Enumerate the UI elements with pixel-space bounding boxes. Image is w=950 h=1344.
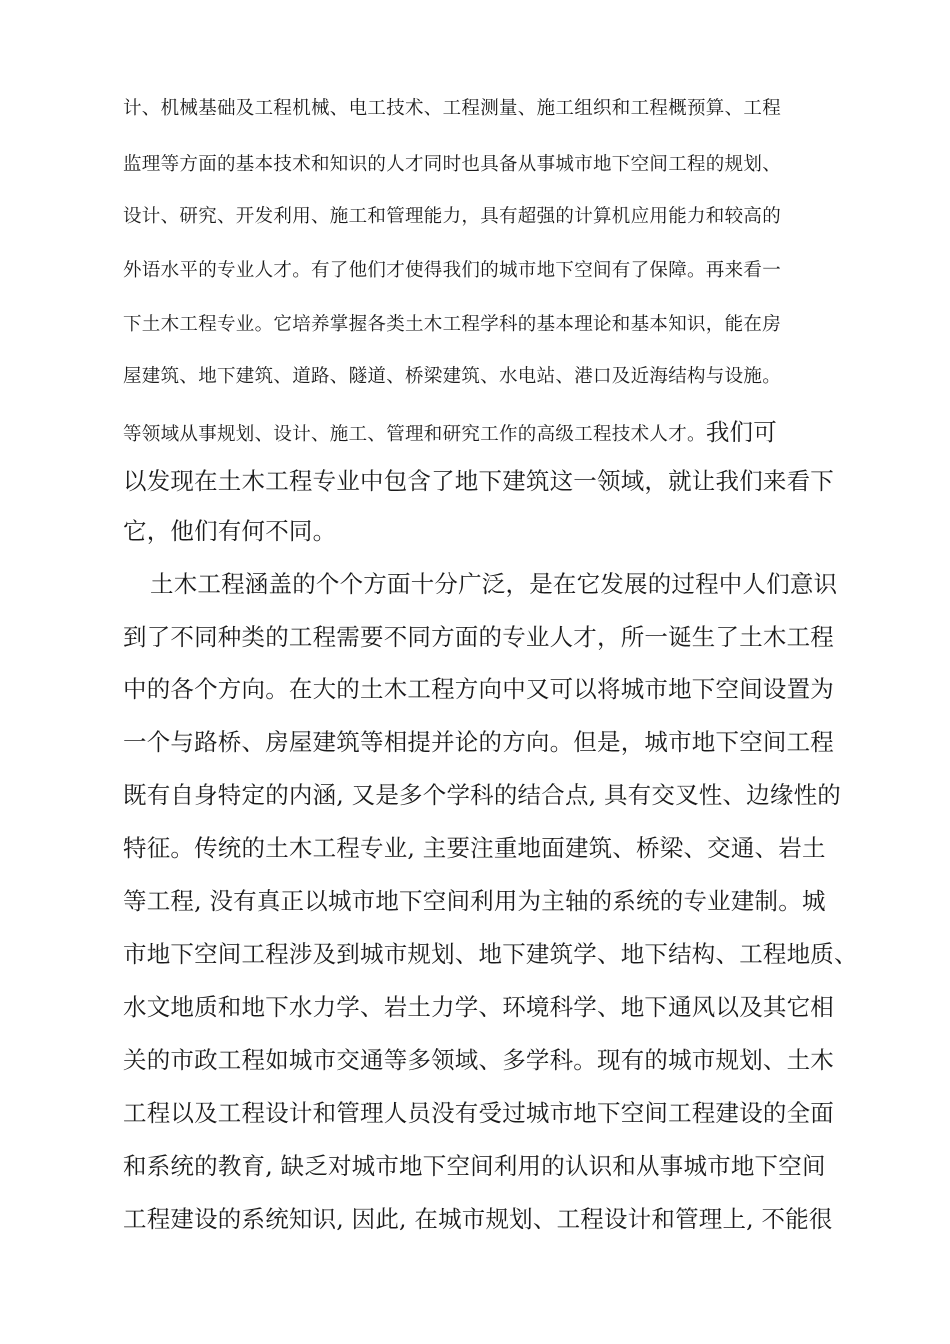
text-line: 下土木工程专业。它培养掌握各类土木工程学科的基本理论和基本知识，能在房 [123,314,782,335]
text-line: 以发现在土木工程专业中包含了地下建筑这一领域，就让我们来看下 [123,467,834,495]
text-line: 设计、研究、开发利用、施工和管理能力，具有超强的计算机应用能力和较高的 [123,206,782,227]
text-line: 工程以及工程设计和管理人员没有受过城市地下空间工程建设的全面 [123,1099,834,1127]
text-line: 土木工程涵盖的个个方面十分广泛，是在它发展的过程中人们意识 [150,570,838,598]
text-span-small: 等领域从事规划、设计、施工、管理和研究工作的高级工程技术人才。 [123,424,706,445]
text-line: 屋建筑、地下建筑、道路、隧道、桥梁建筑、水电站、港口及近海结构与设施。 [123,366,782,387]
text-line: 中的各个方向。在大的土木工程方向中又可以将城市地下空间设置为 [123,675,834,703]
text-line: 计、机械基础及工程机械、电工技术、工程测量、施工组织和工程概预算、工程 [123,98,782,119]
text-line: 工程建设的系统知识, 因此, 在城市规划、工程设计和管理上, 不能很 [123,1205,833,1233]
text-line: 市地下空间工程涉及到城市规划、地下建筑学、地下结构、工程地质、 [123,940,858,968]
text-line: 到了不同种类的工程需要不同方面的专业人才，所一诞生了土木工程 [123,623,834,651]
text-line: 一个与路桥、房屋建筑等相提并论的方向。但是，城市地下空间工程 [123,728,834,756]
text-line: 监理等方面的基本技术和知识的人才同时也具备从事城市地下空间工程的规划、 [123,154,782,175]
text-line: 关的市政工程如城市交通等多领域、多学科。现有的城市规划、土木 [123,1046,834,1074]
text-span-large: 我们可 [705,418,777,446]
text-line: 特征。传统的土木工程专业, 主要注重地面建筑、桥梁、交通、岩土 [123,834,826,862]
text-line: 等工程, 没有真正以城市地下空间利用为主轴的系统的专业建制。城 [123,887,826,915]
text-line: 它，他们有何不同。 [123,517,337,545]
text-line: 既有自身特定的内涵, 又是多个学科的结合点, 具有交叉性、边缘性的 [123,781,841,809]
text-line-mixed [123,413,777,447]
text-line: 和系统的教育, 缺乏对城市地下空间利用的认识和从事城市地下空间 [123,1152,826,1180]
text-line: 外语水平的专业人才。有了他们才使得我们的城市地下空间有了保障。再来看一 [123,260,782,281]
text-line: 水文地质和地下水力学、岩土力学、环境科学、地下通风以及其它相 [123,993,834,1021]
